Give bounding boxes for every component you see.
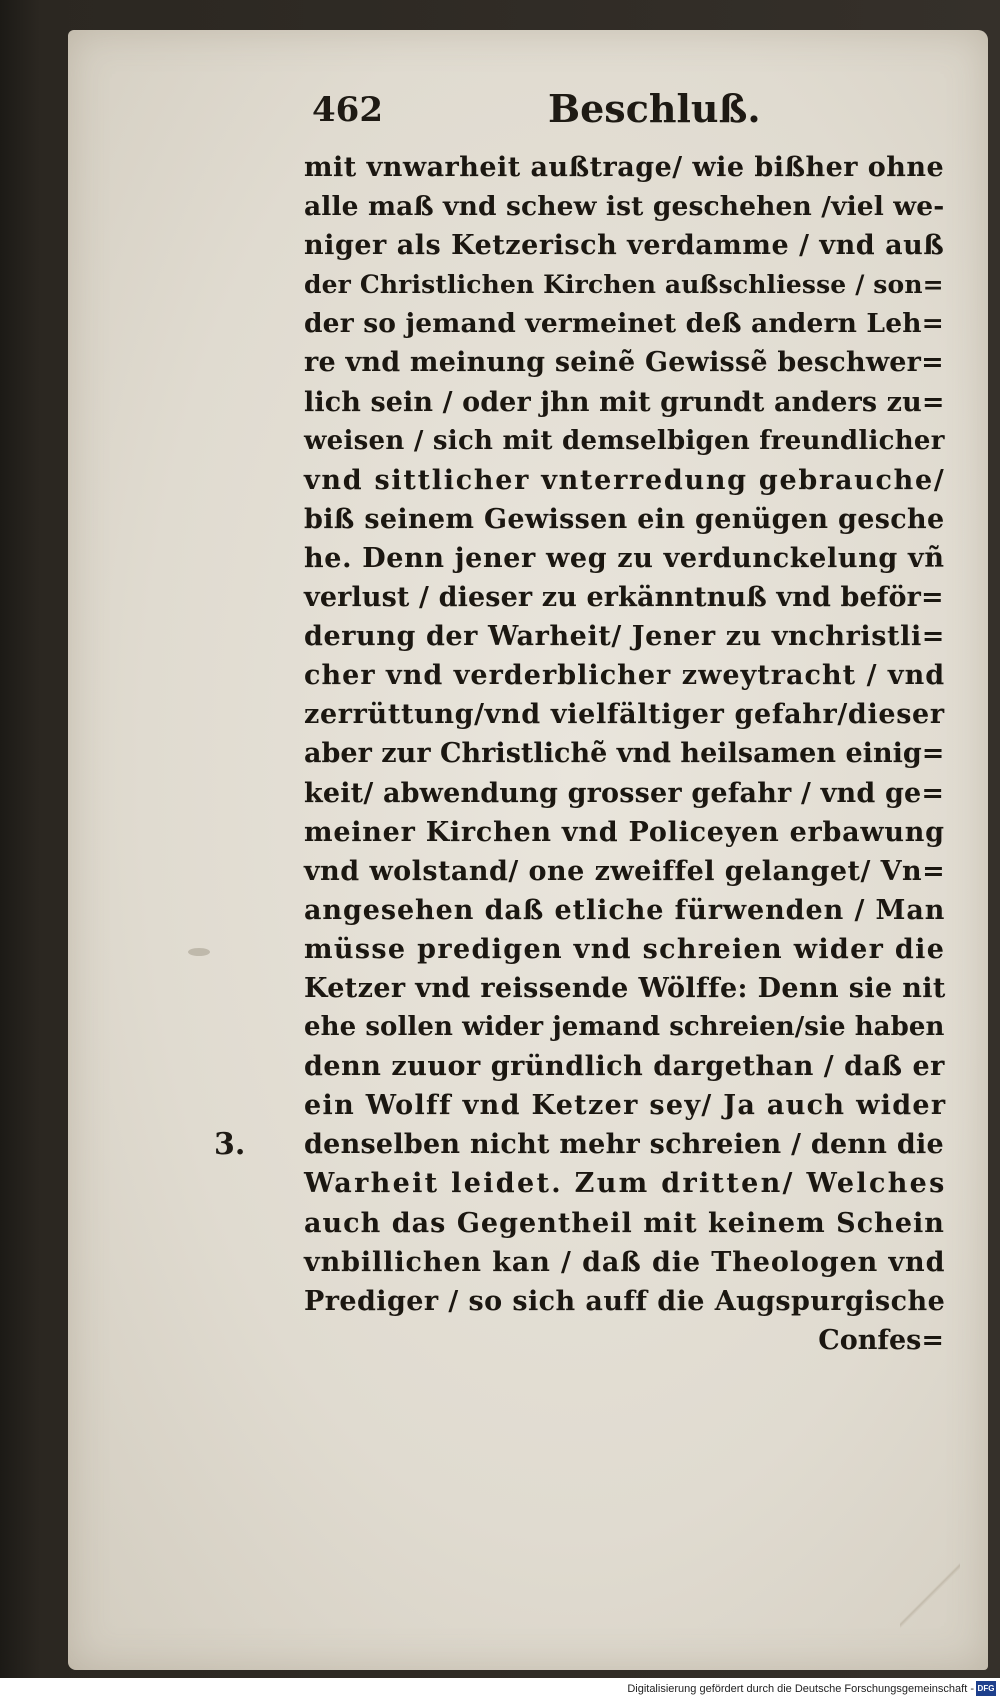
- text-line: denselben nicht mehr schreien / denn die: [304, 1129, 944, 1161]
- text-line: cher vnd verderblicher zweytracht / vnd: [304, 660, 946, 692]
- text-line: vnbillichen kan / daß die Theologen vnd: [304, 1246, 946, 1278]
- text-line: vnd sittlicher vnterredung gebrauche/: [304, 464, 946, 496]
- text-line: denn zuuor gründlich dargethan / daß er: [304, 1051, 945, 1083]
- text-line: müsse predigen vnd schreien wider die: [304, 933, 946, 965]
- footer-credit: Digitalisierung gefördert durch die Deutsche Forschungsgemeinschaft -: [627, 1683, 974, 1695]
- text-line: Warheit leidet. Zum dritten/ Welches: [304, 1168, 947, 1200]
- body-text: [304, 148, 947, 1360]
- text-line: Prediger / so sich auff die Augspurgische: [304, 1285, 946, 1317]
- catchword: Confes=: [818, 1324, 944, 1356]
- ink-stain: [188, 948, 210, 956]
- text-line: he. Denn jener weg zu verdunckelung vñ: [304, 542, 945, 574]
- text-line: der so jemand vermeinet deß andern Leh=: [304, 308, 945, 340]
- text-line: aber zur Christlichẽ vnd heilsamen einig=: [304, 738, 945, 770]
- text-line: re vnd meinung seinẽ Gewissẽ beschwer=: [304, 347, 944, 379]
- page-crease: [900, 1560, 960, 1630]
- text-line: der Christlichen Kirchen außschliesse / son=: [304, 270, 944, 300]
- text-line: derung der Warheit/ Jener zu vnchristli=: [304, 621, 946, 653]
- running-head: Beschluß.: [548, 86, 761, 131]
- text-line: Ketzer vnd reissende Wölffe: Denn sie nit: [304, 972, 946, 1004]
- margin-note: 3.: [214, 1127, 246, 1162]
- text-line: mit vnwarheit außtrage/ wie bißher ohne: [304, 152, 945, 183]
- text-line: verlust / dieser zu erkänntnuß vnd beför=: [304, 582, 944, 614]
- page-number: 462: [312, 90, 383, 130]
- text-line: auch das Gegentheil mit keinem Schein: [304, 1207, 945, 1239]
- text-line: keit/ abwendung grosser gefahr / vnd ge=: [304, 777, 945, 809]
- text-line: ehe sollen wider jemand schreien/sie haben: [304, 1012, 945, 1043]
- text-line: biß seinem Gewissen ein genügen gesche: [304, 503, 945, 535]
- text-line: vnd wolstand/ one zweiffel gelanget/ Vn=: [304, 855, 946, 887]
- text-line: alle maß vnd schew ist geschehen /viel we-: [304, 191, 945, 223]
- text-line: angesehen daß etliche fürwenden / Man: [304, 894, 946, 926]
- text-line: lich sein / oder jhn mit grundt anders zu=: [304, 386, 945, 418]
- text-line: ein Wolff vnd Ketzer sey/ Ja auch wider: [304, 1090, 947, 1122]
- text-line: niger als Ketzerisch verdamme / vnd auß: [304, 230, 945, 262]
- text-line: zerrüttung/vnd vielfältiger gefahr/dieser: [304, 699, 945, 731]
- dfg-logo-icon: DFG: [976, 1681, 996, 1696]
- text-line: meiner Kirchen vnd Policeyen erbawung: [304, 816, 945, 848]
- text-line: weisen / sich mit demselbigen freundlicher: [304, 425, 945, 456]
